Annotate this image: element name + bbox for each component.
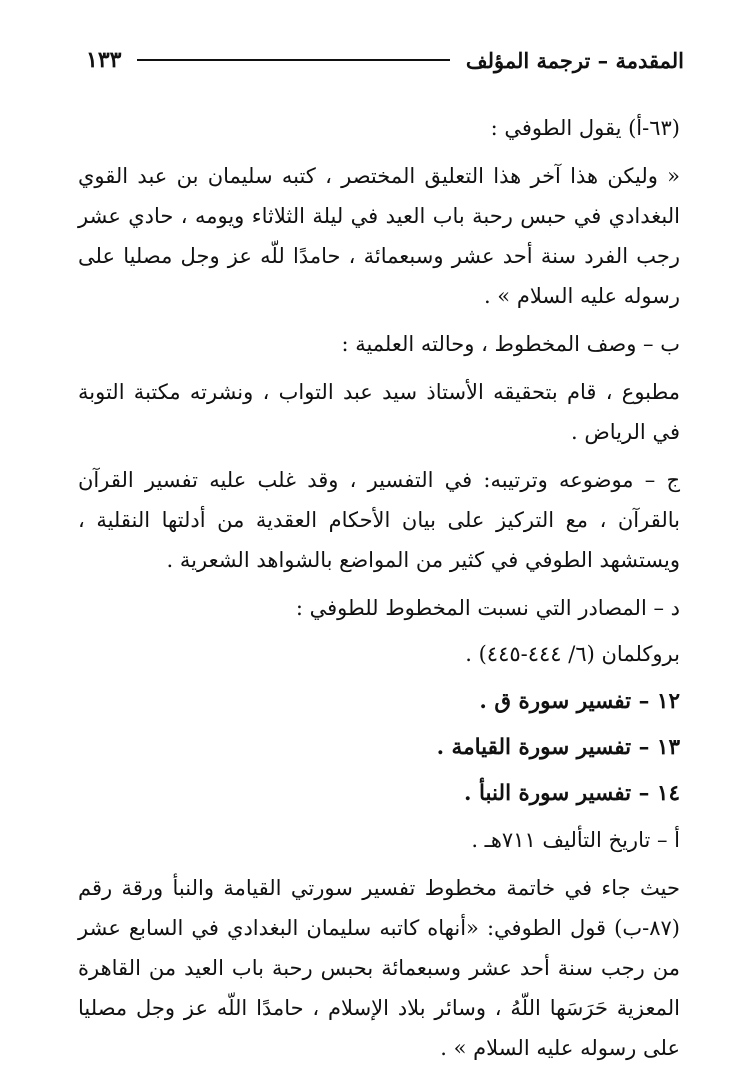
colophon-quote: « وليكن هذا آخر هذا التعليق المختصر ، كتبه سليمان بن عبد القوي البغدادي في حبس رحبة باب العيد في ليلة الثلاثاء ويومه ، حادي عشر رجب الفرد سنة أحد عشر وسبعمائة ، حامدًا للّه عز وجل مصليا على رسوله عليه السلام » . (78, 164, 680, 308)
work-title-14: ١٤ – تفسير سورة النبأ . (464, 781, 680, 806)
page-body (78, 108, 680, 1076)
section-heading-63a: (٦٣-أ) يقول الطوفي : (490, 116, 680, 140)
sources-heading: د – المصادر التي نسبت المخطوط للطوفي : (295, 596, 680, 620)
chapter-title: المقدمة – ترجمة المؤلف (465, 47, 684, 73)
authorship-date: أ – تاريخ التأليف ٧١١هـ . (471, 828, 680, 852)
work-title-13: ١٣ – تفسير سورة القيامة . (436, 735, 680, 760)
subject-paragraph: ج – موضوعه وترتيبه: في التفسير ، وقد غلب عليه تفسير القرآن بالقرآن ، مع التركيز على بيان الأحكام العقدية من أدلتها النقلية ، ويستشهد الطوفي في كثير من المواضع بالشواهد الشعرية . (78, 468, 680, 572)
work-title-12: ١٢ – تفسير سورة ق . (479, 689, 680, 714)
edition-paragraph: مطبوع ، قام بتحقيقه الأستاذ سيد عبد التواب ، ونشرته مكتبة التوبة في الرياض . (78, 380, 680, 444)
running-header (86, 42, 684, 78)
page-number: ١٣٣ (86, 47, 122, 73)
closing-paragraph: حيث جاء في خاتمة مخطوط تفسير سورتي القيامة والنبأ ورقة رقم (٨٧-ب) قول الطوفي: «أنهاه كاتبه سليمان البغدادي في السابع عشر من رجب سنة أحد عشر وسبعمائة بحبس رحبة باب العيد من القاهرة المعزية حَرَسَها اللّهُ ، وسائر بلاد الإسلام ، حامدًا اللّه عز وجل مصليا على رسوله عليه السلام » . (78, 876, 680, 1060)
manuscript-description-heading: ب – وصف المخطوط ، وحالته العلمية : (341, 332, 680, 356)
brockelmann-reference: بروكلمان (٦/ ٤٤٤-٤٤٥) . (465, 642, 680, 666)
header-rule (137, 59, 449, 61)
